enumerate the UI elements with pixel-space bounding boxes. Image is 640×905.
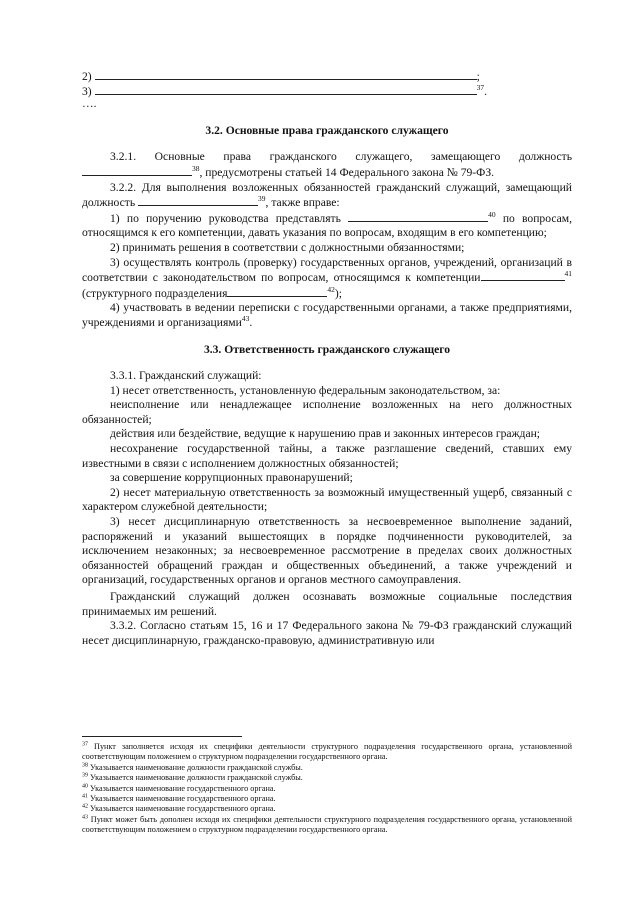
list-ellipsis: …. xyxy=(82,97,97,111)
paragraph: 2) принимать решения в соответствии с должностными обязанностями; xyxy=(110,240,465,254)
paragraph-text: (структурного подразделения xyxy=(82,286,228,300)
paragraph xyxy=(82,181,572,211)
paragraph xyxy=(82,150,572,180)
paragraph: неисполнение или ненадлежащее исполнение возложенных на него должностных обязанностей; xyxy=(82,398,572,426)
paragraph: 3.3.1. Гражданский служащий: xyxy=(110,369,262,383)
footnote-text: Указывается наименование должности гражданской службы. xyxy=(90,762,303,772)
footnote-ref: 42 xyxy=(327,284,335,294)
paragraph: 1) несет ответственность, установленную федеральным законодательством, за: xyxy=(110,383,501,397)
blank-line xyxy=(481,270,565,281)
footnote-ref: 37 xyxy=(476,82,485,92)
footnote-ref: 38 xyxy=(192,164,200,174)
footnote-ref: 41 xyxy=(564,269,572,279)
paragraph: 3) несет дисциплинарную ответственность за несвоевременное выполнение заданий, распоряжений и указаний вышестоящих в порядке подчиненности руководителей, за исключением незаконных; за несвоевременное рассмотрение в пределах своих должностных обязанностей обращений граждан и общественных объединений, а также учреждений и организаций, государственных органов и органов местного самоуправления. xyxy=(82,515,572,587)
blank-line xyxy=(95,68,477,80)
paragraph-text: 3.2.1. Основные права гражданского служащего, замещающего должность xyxy=(110,150,572,164)
paragraph: Гражданский служащий должен осознавать возможные социальные последствия принимаемых им решений. xyxy=(82,590,572,618)
blank-line xyxy=(227,286,327,297)
paragraph: несохранение государственной тайны, а также разглашение сведений, ставших ему известными в связи с исполнением должностных обязанностей; xyxy=(82,442,572,470)
footnote-text: Указывается наименование государственного органа. xyxy=(90,804,276,814)
footnote-number: 38 xyxy=(82,762,88,769)
footnote-separator xyxy=(82,736,242,737)
footnote-number: 39 xyxy=(82,772,88,779)
paragraph-text: , предусмотрены статьей 14 Федерального закона № 79-ФЗ. xyxy=(199,165,495,179)
footnote-text: Пункт заполняется исходя их специфики деятельности структурного подразделения государственного органа, установленной соответствующим положением о структурном подразделении государственного органа. xyxy=(82,742,573,762)
paragraph xyxy=(82,256,572,302)
paragraph-text: 1) по поручению руководства представлять xyxy=(110,211,341,225)
paragraph xyxy=(82,211,572,241)
footnote-text: Пункт может быть дополнен исходя их специфики деятельности структурного подразделения государственного органа, установленной соответствующим положением о структурном подразделении государственного органа. xyxy=(82,814,572,835)
footnote-ref: 40 xyxy=(488,209,496,219)
paragraph: действия или бездействие, ведущие к нарушению прав и законных интересов граждан; xyxy=(110,427,541,441)
footnote xyxy=(82,763,572,773)
footnote xyxy=(82,742,572,763)
paragraph-text: 4) участвовать в ведении переписки с государственными органами, а также предприятиями, учреждениями и организациями xyxy=(82,301,572,329)
paragraph-text: ); xyxy=(334,286,342,300)
list-item-punct: . xyxy=(484,84,487,98)
footnote xyxy=(82,794,572,804)
paragraph-text: 3) осуществлять контроль (проверку) государственных органов, учреждений, организаций в соответствии с законодательством по вопросам, относящимся к компетенции xyxy=(82,255,572,285)
list-item-2 xyxy=(82,68,572,83)
footnote xyxy=(82,773,572,783)
paragraph-text: . xyxy=(249,315,253,329)
paragraph xyxy=(82,301,572,330)
footnote-number: 42 xyxy=(82,803,88,810)
paragraph: 2) несет материальную ответственность за возможный имущественный ущерб, связанный с характером служебной деятельности; xyxy=(82,485,572,514)
blank-line xyxy=(348,211,488,222)
list-item-punct: ; xyxy=(476,70,480,83)
paragraph-text: , также вправе: xyxy=(265,196,340,210)
section-heading: 3.2. Основные права гражданского служащего xyxy=(205,123,449,137)
paragraph: 3.3.2. Согласно статьям 15, 16 и 17 Федерального закона № 79-ФЗ гражданский служащий несет дисциплинарную, гражданско-правовую, административную или xyxy=(82,619,572,647)
paragraph-text: 3.2.2. Для выполнения возложенных обязанностей гражданский служащий, замещающий должность xyxy=(82,180,572,210)
footnote-ref: 39 xyxy=(258,194,266,204)
paragraph: за совершение коррупционных правонарушений; xyxy=(110,471,353,485)
blank-line xyxy=(95,83,477,95)
document-body xyxy=(82,68,572,648)
footnote-number: 40 xyxy=(82,782,88,789)
footnote-text: Указывается наименование государственного органа. xyxy=(90,783,276,793)
list-item-3 xyxy=(82,83,572,98)
blank-line xyxy=(82,165,192,176)
list-item-number: 2) xyxy=(82,70,92,83)
footnote-text: Указывается наименование должности гражданской службы. xyxy=(90,773,303,783)
footnote-number: 37 xyxy=(82,741,88,748)
list-item-number: 3) xyxy=(82,84,92,98)
footnote-text: Указывается наименование государственного органа. xyxy=(90,794,276,804)
paragraph-text: по вопросам, относящимся к его компетенции, давать указания по вопросам, входящим в его компетенцию; xyxy=(82,211,572,240)
footnote xyxy=(82,815,572,836)
section-heading: 3.3. Ответственность гражданского служащего xyxy=(203,342,451,356)
blank-line xyxy=(138,195,258,206)
footnote-number: 41 xyxy=(82,793,88,800)
footnote xyxy=(82,784,572,794)
footnote-ref: 43 xyxy=(241,314,250,324)
footnotes xyxy=(82,742,572,836)
footnote xyxy=(82,804,572,814)
footnote-number: 43 xyxy=(82,814,88,821)
